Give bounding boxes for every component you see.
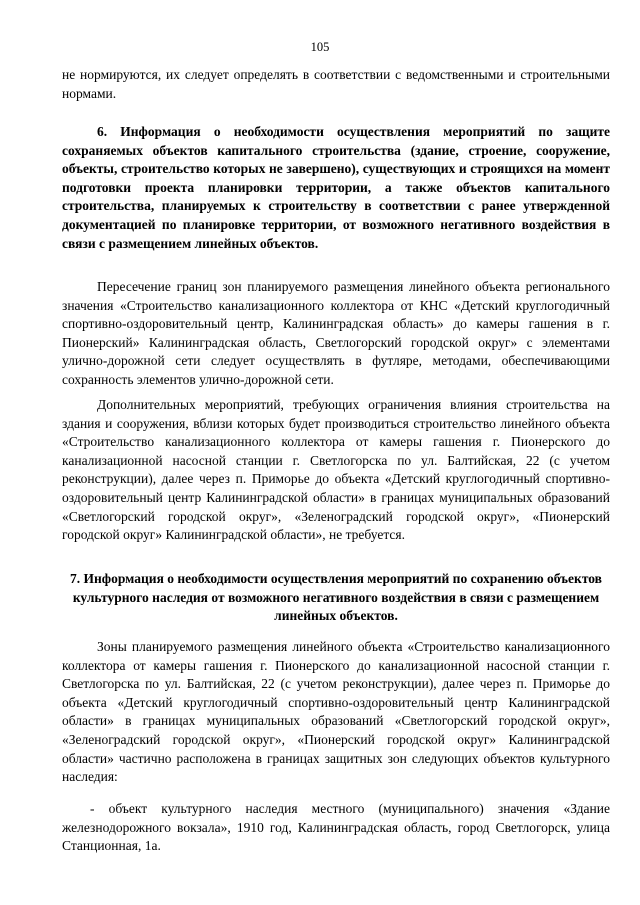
page-number: 105: [310, 40, 330, 54]
section-7-heading: 7. Информация о необходимости осуществления мероприятий по сохранению объектов культурного наследия от возможного негативного воздействия в связи с размещением линейных объектов.: [70, 571, 602, 624]
paragraph-additional-measures: Дополнительных мероприятий, требующих ограничения влияния строительства на здания и сооружения, вблизи которых будет производиться строительство линейного объекта «Строительство канализационного коллектора от камеры гашения г. Пионерского до канализационной насосной станции г. Светлогорска по ул. Балтийская, 22 (с учетом реконструкции), далее через п. Приморье до объекта «Детский круглогодичный спортивно-оздоровительный центр Калининградской области» в границах муниципальных образований «Светлогорский городской округ», «Зеленоградский городской округ», «Пионерский городской округ» Калининградской области», не требуется.: [62, 397, 610, 543]
section-6-heading: 6. Информация о необходимости осуществления мероприятий по защите сохраняемых объектов капитального строительства (здание, строение, сооружение, объекты, строительство которых не завершено), существующих и строящихся на момент подготовки проекта планировки территории, а также объектов капитального строительства, планируемых к строительству в соответствии с ранее утвержденной документацией по планировке территории, от возможного негативного воздействия в связи с размещением линейных объектов.: [62, 124, 610, 251]
paragraph-zones: Зоны планируемого размещения линейного объекта «Строительство канализационного коллектора от камеры гашения г. Пионерского до канализационной насосной станции г. Светлогорска по ул. Балтийская, 22 (с учетом реконструкции), далее через п. Приморье до объекта «Детский круглогодичный спортивно-оздоровительный центр Калининградской области» в границах муниципальных образований «Светлогорский городской округ», «Зеленоградский городской округ», «Пионерский городской округ» Калининградской области» частично расположена в границах защитных зон следующих объектов культурного наследия:: [62, 639, 610, 785]
paragraph-heritage-object: - объект культурного наследия местного (муниципального) значения «Здание железнодорожного вокзала», 1910 год, Калининградская область, город Светлогорск, улица Станционная, 1а.: [62, 801, 610, 854]
paragraph-continuation: не нормируются, их следует определять в соответствии с ведомственными и строительными нормами.: [62, 67, 610, 101]
paragraph-crossing: Пересечение границ зон планируемого размещения линейного объекта регионального значения «Строительство канализационного коллектора от КНС «Детский круглогодичный спортивно-оздоровительный центр, Калининградская область» до камеры гашения в г. Пионерский» Калининградская область, Светлогорский городской округ» с элементами улично-дорожной сети следует осуществлять в футляре, методами, обеспечивающими сохранность элементов улично-дорожной сети.: [62, 279, 610, 387]
